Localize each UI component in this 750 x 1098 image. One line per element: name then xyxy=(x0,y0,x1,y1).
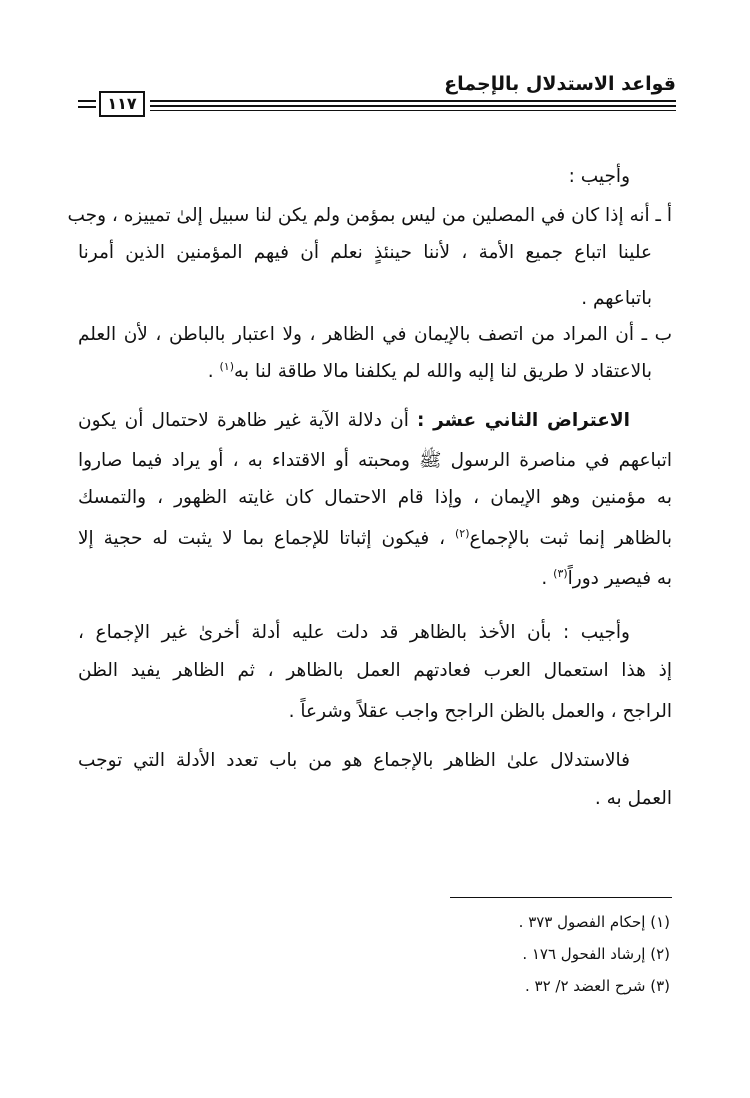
text-run: . xyxy=(541,568,554,589)
text-run: أن دلالة الآية غير ظاهرة لاحتمال أن يكون xyxy=(78,410,418,431)
header-rule xyxy=(150,100,676,102)
text-run: . xyxy=(207,361,220,382)
footnote: (٢) إرشاد الفحول ١٧٦ . xyxy=(522,945,670,963)
text-run: بالاعتقاد لا طريق لنا إليه والله لم يكلفنا مالا طاقة لنا به xyxy=(234,361,652,382)
text-line xyxy=(541,566,672,592)
text-line: باتباعهم . xyxy=(581,288,652,309)
objection-line xyxy=(78,408,630,434)
page-number-dash xyxy=(78,106,96,108)
footnote-ref: (١) xyxy=(219,360,235,373)
answer-label: وأجيب : xyxy=(568,166,630,187)
header-rule xyxy=(150,110,676,111)
text-run: به فيصير دوراً xyxy=(567,568,672,589)
footnote: (٣) شرح العضد ٢/ ٣٢ . xyxy=(524,977,670,995)
text-line xyxy=(78,526,672,552)
footnote: (١) إحكام الفصول ٣٧٣ . xyxy=(518,913,670,931)
running-title: قواعد الاستدلال بالإجماع xyxy=(444,73,676,95)
text-line: إذ هذا استعمال العرب فعادتهم العمل بالظاهر ، ثم الظاهر يفيد الظن xyxy=(78,660,672,681)
text-line xyxy=(208,359,652,385)
text-line: علينا اتباع جميع الأمة ، لأننا حينئذٍ نعلم أن فيهم المؤمنين الذين أمرنا xyxy=(78,242,652,263)
footnote-ref: (٢) xyxy=(454,527,470,540)
text-line: به مؤمنين وهو الإيمان ، وإذا قام الاحتمال كان غايته الظهور ، والتمسك xyxy=(78,487,672,508)
text-line: العمل به . xyxy=(594,788,672,809)
footnote-rule xyxy=(450,897,672,898)
text-run: بالظاهر إنما ثبت بالإجماع xyxy=(469,528,672,549)
text-line: اتباعهم في مناصرة الرسول ﷺ ومحبته أو الاقتداء به ، أو يراد فيما صاروا xyxy=(78,450,672,471)
text-run: ، فيكون إثباتا للإجماع بما لا يثبت له حجية إلا xyxy=(78,528,455,549)
text-line: ب ـ أن المراد من اتصف بالإيمان في الظاهر ، ولا اعتبار بالباطن ، لأن العلم xyxy=(78,324,672,345)
text-line: فالاستدلال علىٰ الظاهر بالإجماع هو من باب تعدد الأدلة التي توجب xyxy=(78,750,630,771)
text-line: أ ـ أنه إذا كان في المصلين من ليس بمؤمن ولم يكن لنا سبيل إلىٰ تمييزه ، وجب xyxy=(67,205,672,226)
text-line: وأجيب : بأن الأخذ بالظاهر قد دلت عليه أدلة أخرىٰ غير الإجماع ، xyxy=(78,622,630,643)
page-number-dash xyxy=(78,100,96,102)
objection-label: الاعتراض الثاني عشر : xyxy=(417,410,630,431)
footnote-ref: (٣) xyxy=(553,567,568,580)
header-rule xyxy=(150,105,676,107)
page-number: ١١٧ xyxy=(99,91,145,117)
text-line: الراجح ، والعمل بالظن الراجح واجب عقلاً وشرعاً . xyxy=(288,701,672,722)
